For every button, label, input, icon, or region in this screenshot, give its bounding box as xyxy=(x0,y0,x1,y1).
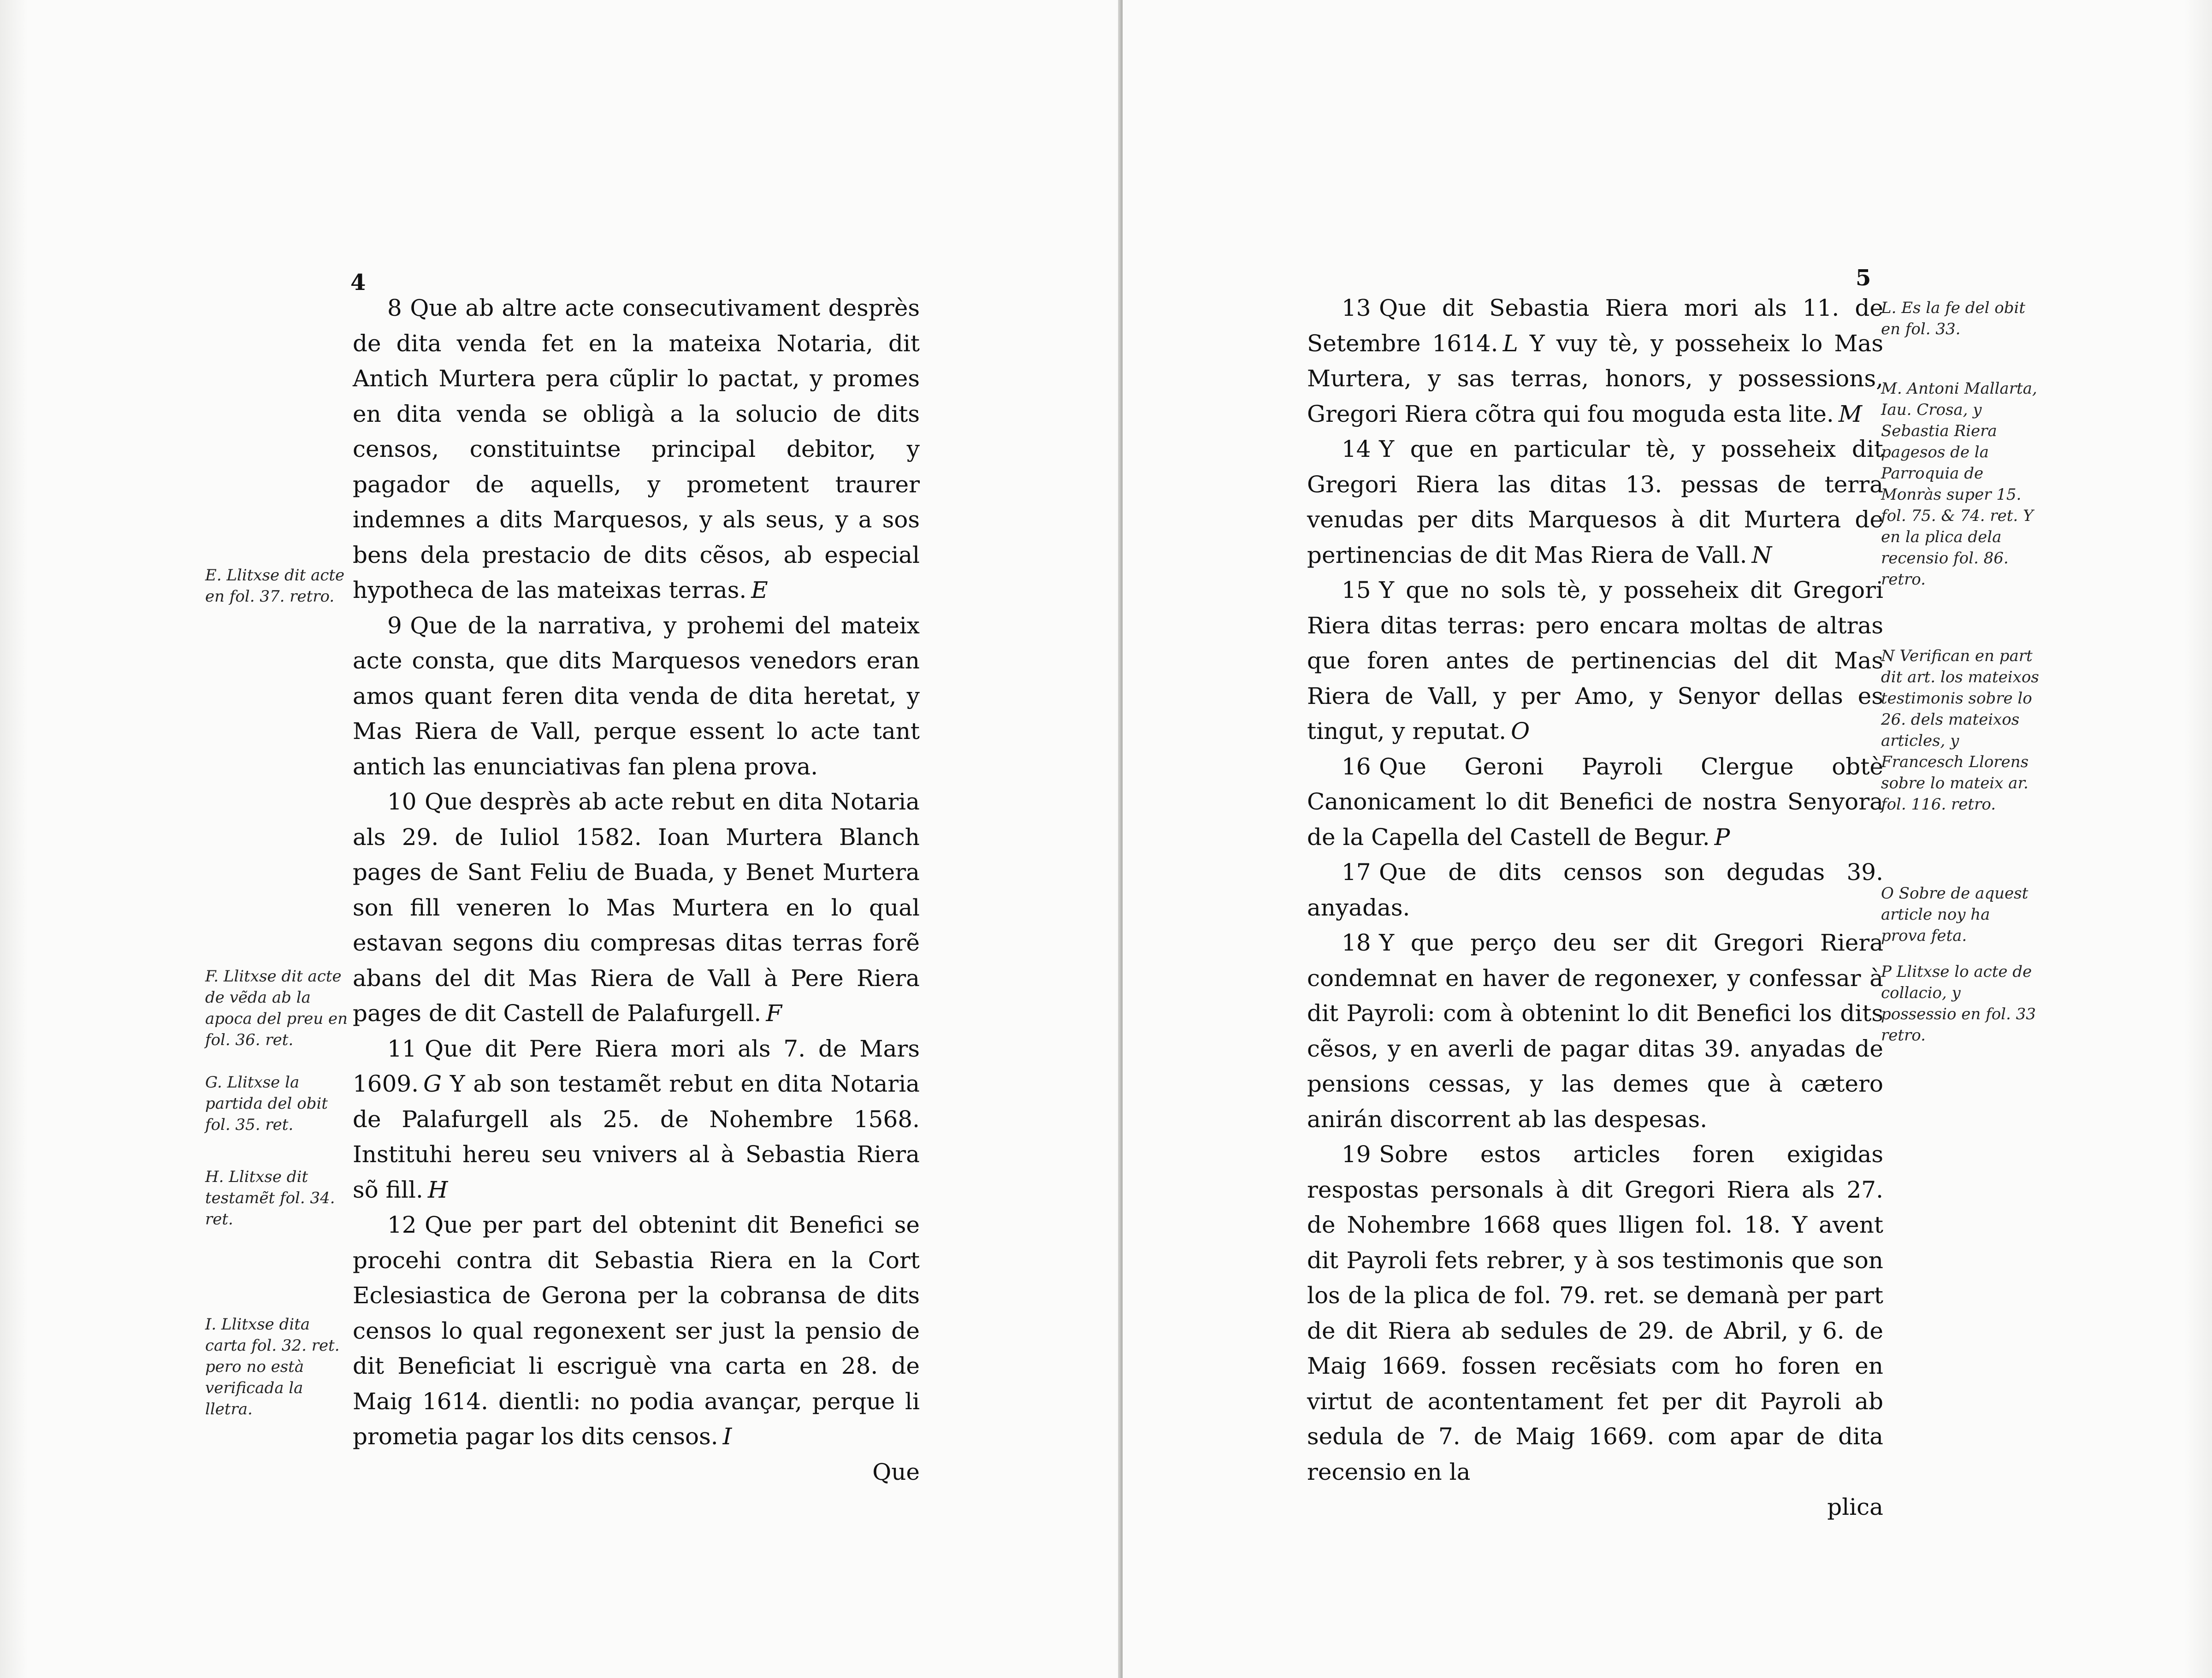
margin-note: M. Antoni Mallarta, Iau. Crosa, y Sebastia Riera pagesos de la Parroquia de Monràs super 15. fol. 75. & 74. ret. Y en la plica dela recensio fol. 86. retro. xyxy=(1881,379,2037,589)
paragraph: 17 Que de dits censos son degudas 39. anyadas. xyxy=(1307,859,1883,921)
paragraph: 19 Sobre estos articles foren exigidas respostas personals à dit Gregori Riera als 27. de Nohembre 1668 ques lligen fol. 18. Y avent dit Payroli fets rebrer, y à sos testimonis que son los de la plica de fol. 79. ret. se demanà per part de dit Riera ab sedules de 29. de Abril, y 6. de Maig 1669. fossen recẽsiats com ho foren en virtut de acontentament fet per dit Payroli ab sedula de 7. de Maig 1669. com apar de dita recensio en la xyxy=(1307,1141,1883,1485)
paragraph: 18 Y que perço deu ser dit Gregori Riera condemnat en haver de regonexer, y confessar à dit Payroli: com à obtenint lo dit Benefici los dits cẽsos, y en averli de pagar ditas 39. anyadas de pensions cessas, y las demes que à cætero anirán discorrent ab las despesas. xyxy=(1307,929,1883,1133)
paragraph: 9 Que de la narrativa, y prohemi del mateix acte consta, que dits Marquesos venedors eran amos quant feren dita venda de dita heretat, y Mas Riera de Vall, perque essent lo acte tant antich las enunciativas fan plena prova. xyxy=(353,612,920,780)
paragraph: 14 Y que en particular tè, y posseheix dit Gregori Riera las ditas 13. pessas de terra venudas per dits Marquesos à dit Murtera de pertinencias de dit Mas Riera de Vall. N xyxy=(1307,436,1883,568)
paragraph: 10 Que desprès ab acte rebut en dita Notaria als 29. de Iuliol 1582. Ioan Murtera Blanch pages de Sant Feliu de Buada, y Benet Murtera son fill veneren lo Mas Murtera en lo qual estavan segons diu compresas ditas terras forẽ abans del dit Mas Riera de Vall à Pere Riera pages de dit Castell de Palafurgell. F xyxy=(353,788,920,1027)
paragraph: 11 Que dit Pere Riera mori als 7. de Mars 1609. G Y ab son testamẽt rebut en dita Notaria de Palafurgell als 25. de Nohembre 1568. Instituhi hereu seu vnivers al à Sebastia Riera sõ fill. H xyxy=(353,1035,920,1203)
margin-note: I. Llitxse dita carta fol. 32. ret. pero no està verificada la lletra. xyxy=(205,1315,340,1418)
paragraph: 13 Que dit Sebastia Riera mori als 11. de Setembre 1614. L Y vuy tè, y posseheix lo Mas Murtera, y sas terras, honors, y possessions, Gregori Riera cõtra qui fou moguda esta lite. M xyxy=(1307,295,1884,427)
paragraph: 15 Y que no sols tè, y posseheix dit Gregori Riera ditas terras: pero encara moltas de altras que foren antes de pertinencias del dit Mas Riera de Vall, y per Amo, y Senyor dellas es tingut, y reputat. O xyxy=(1307,577,1883,744)
paragraph: 16 Que Geroni Payroli Clergue obtè Canonicament lo dit Benefici de nostra Senyora de la Capella del Castell de Begur. P xyxy=(1307,753,1883,851)
margin-note: N Verifican en part dit art. los mateixos testimonis sobre lo 26. dels mateixos articles, y Francesch Llorens sobre lo mateix ar. fol. 116. retro. xyxy=(1881,647,2039,814)
margin-note: H. Llitxse dit testamẽt fol. 34. ret. xyxy=(205,1168,335,1229)
margin-note: G. Llitxse la partida del obit fol. 35. ret. xyxy=(205,1073,328,1134)
page-number: 5 xyxy=(1856,265,1871,291)
margin-note: E. Llitxse dit acte en fol. 37. retro. xyxy=(205,566,345,606)
main-text-column xyxy=(1307,290,1883,1525)
margin-note: P Llitxse lo acte de collacio, y possessio en fol. 33 retro. xyxy=(1881,963,2036,1045)
paragraph: 12 Que per part del obtenint dit Benefici se procehi contra dit Sebastia Riera en la Cort Eclesiastica de Gerona per la cobransa de dits censos lo qual regonexent ser just la pensio de dit Beneficiat li escriguè vna carta en 28. de Maig 1614. dientli: no podia avançar, perque li prometia pagar los dits censos. I xyxy=(353,1211,920,1450)
main-text-column xyxy=(353,290,920,1489)
margin-note: O Sobre de aquest article noy ha prova feta. xyxy=(1881,884,2029,945)
catchword: Que xyxy=(872,1458,920,1485)
page-edge xyxy=(0,0,28,1678)
page-number: 4 xyxy=(350,270,366,295)
paragraph: 8 Que ab altre acte consecutivament desprès de dita venda fet en la mateixa Notaria, dit Antich Murtera pera cũplir lo pactat, y promes en dita venda se obligà a la solucio de dits censos, constituintse principal debitor, y pagador de aquells, y prometent traurer indemnes a dits Marquesos, y als seus, y a sos bens dela prestacio de dits cẽsos, ab especial hypotheca de las mateixas terras. E xyxy=(353,295,920,603)
catchword: plica xyxy=(1827,1494,1883,1520)
margin-note: L. Es la fe del obit en fol. 33. xyxy=(1881,299,2026,338)
page-edge xyxy=(2184,0,2212,1678)
margin-note: F. Llitxse dit acte de vẽda ab la apoca del preu en fol. 36. ret. xyxy=(205,967,348,1049)
